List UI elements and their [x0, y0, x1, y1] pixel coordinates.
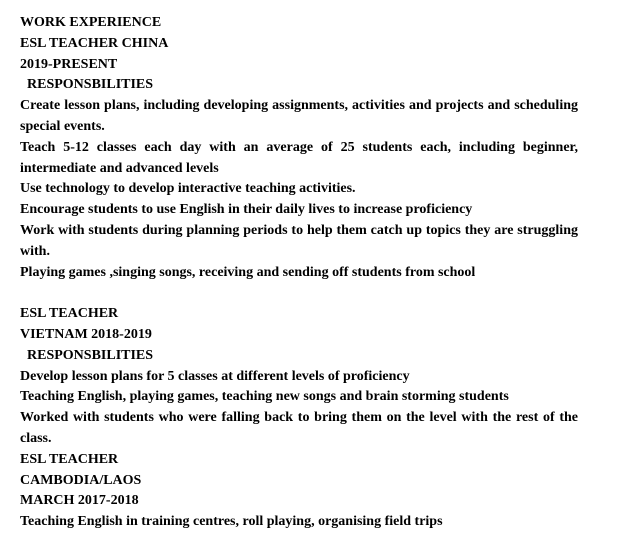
spacer [20, 283, 578, 304]
job-dates: 2019-PRESENT [20, 56, 118, 72]
responsibility-item: Create lesson plans, including developing assignments, activities and projects and scheduling special events. [20, 98, 578, 134]
job-title: ESL TEACHER [20, 451, 119, 467]
job-dates: MARCH 2017-2018 [20, 493, 139, 509]
responsibility-item: Teach 5-12 classes each day with an average of 25 students each, including beginner, intermediate and advanced levels [20, 139, 578, 176]
responsibility-item: Develop lesson plans for 5 classes at different levels of proficiency [20, 368, 410, 384]
job-location-dates: VIETNAM 2018-2019 [20, 326, 152, 342]
job-location: CAMBODIA/LAOS [20, 472, 142, 488]
responsibility-item: Worked with students who were falling back to bring them on the level with the rest of the class. [20, 410, 578, 446]
responsibility-item: Encourage students to use English in their daily lives to increase proficiency [20, 202, 473, 218]
responsibility-item: Work with students during planning periods to help them catch up topics they are struggling with. [20, 222, 578, 259]
job-title: ESL TEACHER [20, 306, 119, 322]
responsibility-item: Playing games ,singing songs, receiving and sending off students from school [20, 264, 476, 280]
responsibility-item: Teaching English in training centres, roll playing, organising field trips [20, 514, 443, 530]
responsibilities-heading: RESPONSBILITIES [27, 347, 154, 363]
job-title: ESL TEACHER CHINA [20, 35, 169, 51]
responsibility-item: Use technology to develop interactive teaching activities. [20, 181, 356, 197]
responsibility-item: Teaching English, playing games, teaching new songs and brain storming students [20, 389, 509, 405]
resume-document [20, 13, 578, 533]
responsibilities-heading: RESPONSBILITIES [27, 77, 154, 93]
section-heading: WORK EXPERIENCE [20, 15, 162, 30]
